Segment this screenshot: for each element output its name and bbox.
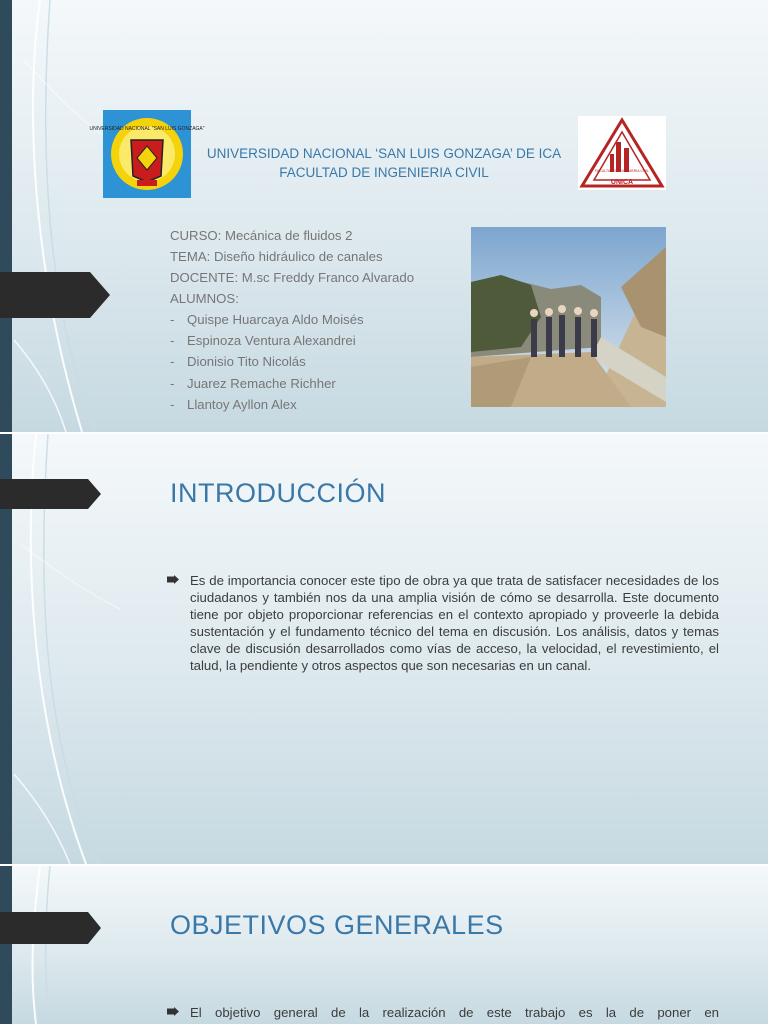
decorative-lines bbox=[0, 866, 120, 1024]
arrow-bullet-icon bbox=[167, 575, 179, 584]
logo-text: UNIVERSIDAD NACIONAL "SAN LUIS GONZAGA" bbox=[89, 126, 205, 132]
course-info bbox=[170, 225, 414, 415]
faculty-triangle-icon bbox=[578, 116, 666, 190]
students-label: ALUMNOS: bbox=[170, 291, 239, 306]
introduction-text: Es de importancia conocer este tipo de obra ya que trata de satisfacer necesidades de los ciudadanos y también nos da una amplia visión de cómo se desarrolla. Este documento tiene por objeto proporcionar referencias en el contexto apropiado y proveerle la debida sustentación y el fundamento técnico del tema en discusión. Los análisis, datos y temas clave de discusión desarrollados como vías de acceso, la velocidad, el revestimiento, el talud, la pendiente y otros aspectos que son necesarias en un canal. bbox=[190, 573, 719, 673]
section-arrow bbox=[0, 272, 112, 318]
objectives-text: El objetivo general de la realización de este trabajo es la de poner en bbox=[190, 1005, 719, 1020]
topic-line: TEMA: Diseño hidráulico de canales bbox=[170, 249, 383, 264]
section-arrow bbox=[0, 912, 102, 944]
student-item: - Dionisio Tito Nicolás bbox=[170, 354, 306, 370]
decorative-lines bbox=[0, 0, 120, 432]
arrow-bullet-icon bbox=[167, 1007, 179, 1016]
slide-heading: INTRODUCCIÓN bbox=[170, 478, 386, 508]
unica-label: UNICA bbox=[610, 179, 634, 186]
list-item bbox=[167, 572, 719, 674]
university-header bbox=[190, 144, 578, 182]
faculty-logo-text: FACULTAD DE INGENIERIA CIVIL bbox=[594, 169, 650, 173]
section-arrow bbox=[0, 479, 102, 509]
university-seal-icon bbox=[89, 110, 205, 198]
canal-photo-icon bbox=[471, 227, 666, 407]
slide-objectives bbox=[0, 866, 768, 1024]
student-item: - Llantoy Ayllon Alex bbox=[170, 396, 297, 412]
student-item: - Juarez Remache Richher bbox=[170, 375, 336, 391]
student-item: - Quispe Huarcaya Aldo Moisés bbox=[170, 312, 364, 327]
student-item: - Espinoza Ventura Alexandrei bbox=[170, 333, 356, 349]
slide-introduction bbox=[0, 434, 768, 864]
slide-heading: OBJETIVOS GENERALES bbox=[170, 910, 504, 940]
university-name: UNIVERSIDAD NACIONAL ‘SAN LUIS GONZAGA’ DE ICA bbox=[206, 146, 562, 161]
list-item bbox=[167, 1004, 719, 1021]
teacher-line: DOCENTE: M.sc Freddy Franco Alvarado bbox=[170, 270, 415, 285]
slide-title bbox=[0, 0, 768, 432]
faculty-name: FACULTAD DE INGENIERIA CIVIL bbox=[279, 165, 489, 180]
course-line: CURSO: Mecánica de fluidos 2 bbox=[170, 228, 353, 243]
